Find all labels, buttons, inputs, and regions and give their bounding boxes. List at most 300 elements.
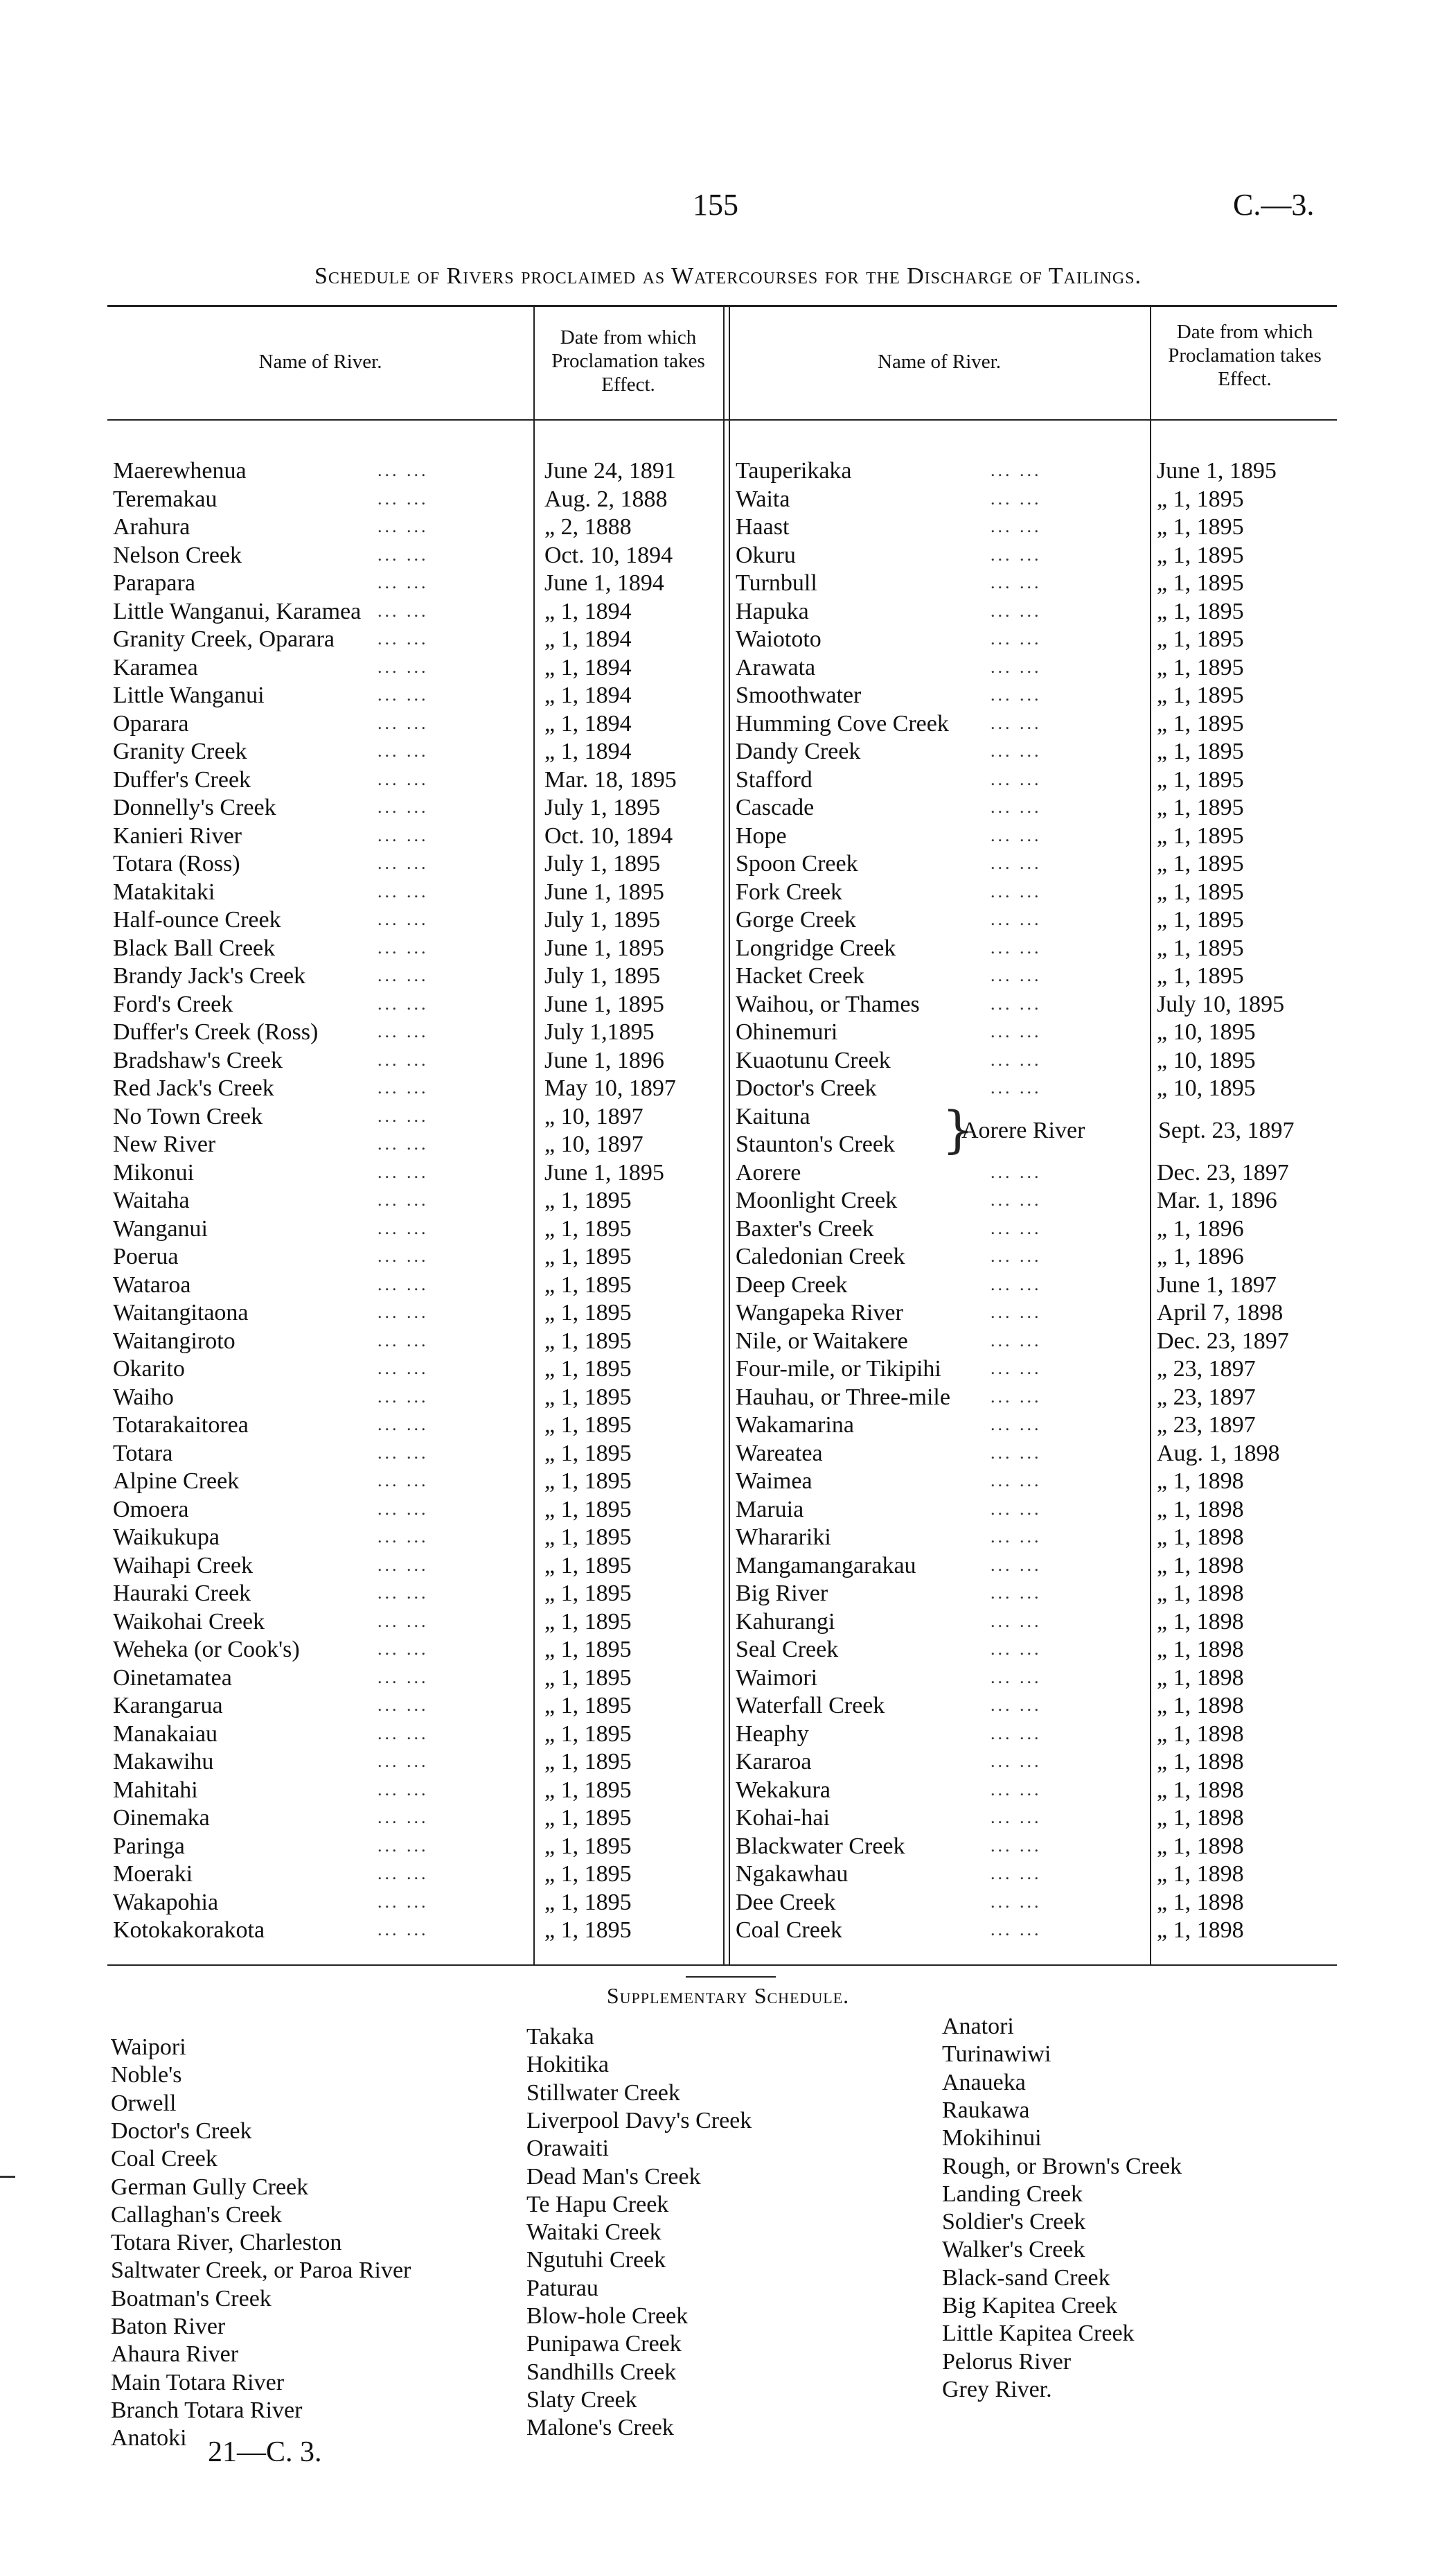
supplementary-river: Orawaiti [526,2136,609,2161]
river-name: Brandy Jack's Creek [113,963,306,989]
supplementary-river: Waipori [111,2034,186,2060]
supplementary-river: Doctor's Creek [111,2118,252,2144]
proclamation-date: „ 1, 1895 [544,1468,632,1494]
river-name: Moeraki [113,1861,193,1887]
leader-dots: ... ... [378,769,429,789]
leader-dots: ... ... [991,994,1042,1014]
proclamation-date: „ 23, 1897 [1157,1356,1256,1382]
supplementary-river: Slaty Creek [526,2387,637,2413]
header-name-left: Name of River. [258,351,382,373]
proclamation-date: „ 10, 1897 [544,1132,643,1157]
proclamation-date: „ 23, 1897 [1157,1384,1256,1410]
river-name: Stafford [736,767,813,793]
proclamation-date: June 1, 1895 [544,992,664,1017]
proclamation-date: „ 23, 1897 [1157,1412,1256,1438]
proclamation-date: June 1, 1895 [544,935,664,961]
proclamation-date: „ 1, 1895 [1157,626,1244,652]
proclamation-date: Aug. 1, 1898 [1157,1441,1280,1466]
leader-dots: ... ... [991,1358,1042,1378]
proclamation-date: „ 1, 1898 [1157,1805,1244,1831]
leader-dots: ... ... [378,489,429,509]
leader-dots: ... ... [991,1667,1042,1687]
leader-dots: ... ... [378,545,429,565]
river-name: Poerua [113,1244,179,1269]
proclamation-date: July 1,1895 [544,1019,655,1045]
river-name: Paringa [113,1833,185,1859]
proclamation-date: „ 10, 1897 [544,1104,643,1129]
river-name: Maruia [736,1497,804,1522]
proclamation-date: „ 1, 1895 [1157,514,1244,540]
proclamation-date: „ 1, 1898 [1157,1468,1244,1494]
supplementary-river: Noble's [111,2062,182,2088]
river-name: Duffer's Creek (Ross) [113,1019,319,1045]
river-name: Little Wanganui, Karamea [113,599,362,624]
leader-dots: ... ... [991,1583,1042,1603]
proclamation-date: „ 1, 1895 [1157,767,1244,793]
proclamation-date: „ 1, 1895 [1157,907,1244,933]
river-name: Gorge Creek [736,907,857,933]
leader-dots: ... ... [991,685,1042,705]
proclamation-date: „ 1, 1898 [1157,1777,1244,1803]
river-name: Wataroa [113,1272,191,1298]
proclamation-date: „ 1, 1894 [544,683,632,708]
supplementary-river: German Gully Creek [111,2174,309,2200]
leader-dots: ... ... [991,1218,1042,1238]
proclamation-date: „ 1, 1898 [1157,1497,1244,1522]
river-name: Ohinemuri [736,1019,838,1045]
river-name: Hauhau, or Three-mile [736,1384,950,1410]
proclamation-date: „ 1, 1895 [544,1637,632,1662]
leader-dots: ... ... [378,657,429,677]
leader-dots: ... ... [991,909,1042,929]
leader-dots: ... ... [991,769,1042,789]
leader-dots: ... ... [991,516,1042,536]
river-name: Totara (Ross) [113,851,240,877]
river-name: Hapuka [736,599,809,624]
river-name: Nile, or Waitakere [736,1328,908,1354]
leader-dots: ... ... [378,1021,429,1041]
header-name-right: Name of River. [878,351,1001,373]
river-name: Wharariki [736,1524,831,1550]
river-name: Waihou, or Thames [736,992,920,1017]
leader-dots: ... ... [991,1919,1042,1939]
supplementary-river: Hokitika [526,2052,609,2077]
proclamation-date: „ 1, 1895 [544,1441,632,1466]
proclamation-date: „ 1, 1898 [1157,1749,1244,1775]
leader-dots: ... ... [991,1723,1042,1743]
river-name: Spoon Creek [736,851,858,877]
river-name: Half-ounce Creek [113,907,281,933]
river-name: Parapara [113,570,195,596]
river-name: Oinetamatea [113,1665,232,1691]
proclamation-date: „ 1, 1895 [1157,543,1244,568]
leader-dots: ... ... [378,1611,429,1631]
aorere-group-label: Aorere River [961,1118,1085,1143]
river-name: Bradshaw's Creek [113,1048,283,1073]
proclamation-date: June 1, 1894 [544,570,664,596]
proclamation-date: „ 1, 1895 [1157,683,1244,708]
proclamation-date: „ 1, 1894 [544,655,632,680]
leader-dots: ... ... [378,1246,429,1266]
leader-dots: ... ... [378,1583,429,1603]
river-name: Tauperikaka [736,458,852,484]
leader-dots: ... ... [991,1021,1042,1041]
leader-dots: ... ... [378,994,429,1014]
document-reference: C.—3. [1233,188,1315,222]
proclamation-date: Dec. 23, 1897 [1157,1328,1289,1354]
supplementary-river: Landing Creek [942,2181,1083,2207]
leader-dots: ... ... [991,1162,1042,1182]
river-name: Ford's Creek [113,992,233,1017]
river-name: Longridge Creek [736,935,896,961]
proclamation-date: „ 10, 1895 [1157,1019,1256,1045]
proclamation-date: „ 1, 1896 [1157,1216,1244,1242]
proclamation-date: „ 10, 1895 [1157,1048,1256,1073]
river-name: Wakamarina [736,1412,854,1438]
leader-dots: ... ... [991,545,1042,565]
leader-dots: ... ... [378,1414,429,1434]
column-divider-center-b [729,307,730,1964]
proclamation-date: „ 1, 1895 [1157,823,1244,849]
river-name: Maerewhenua [113,458,247,484]
river-name: Deep Creek [736,1272,848,1298]
river-name: Arahura [113,514,190,540]
proclamation-date: June 1, 1895 [544,879,664,905]
river-name: Wekakura [736,1777,831,1803]
river-name: Mangamangarakau [736,1553,916,1578]
leader-dots: ... ... [378,1667,429,1687]
supplementary-river: Waitaki Creek [526,2219,662,2245]
leader-dots: ... ... [991,1863,1042,1883]
supplementary-river: Mokihinui [942,2125,1042,2151]
proclamation-date: „ 1, 1894 [544,626,632,652]
river-name: Mahitahi [113,1777,198,1803]
leader-dots: ... ... [378,1892,429,1912]
proclamation-date: „ 10, 1895 [1157,1075,1256,1101]
river-name: Hope [736,823,787,849]
river-name: Kararoa [736,1749,812,1775]
leader-dots: ... ... [378,1639,429,1659]
leader-dots: ... ... [991,1330,1042,1350]
river-name: Hacket Creek [736,963,864,989]
leader-dots: ... ... [378,1106,429,1126]
leader-dots: ... ... [378,1050,429,1070]
proclamation-date: „ 1, 1895 [1157,935,1244,961]
proclamation-date: Dec. 23, 1897 [1157,1160,1289,1186]
leader-dots: ... ... [378,628,429,649]
leader-dots: ... ... [378,1330,429,1350]
supplementary-river: Anatori [942,2014,1014,2039]
proclamation-date: „ 1, 1895 [1157,963,1244,989]
supplementary-river: Raukawa [942,2097,1030,2123]
proclamation-date: „ 1, 1895 [544,1497,632,1522]
leader-dots: ... ... [378,1443,429,1463]
proclamation-date: July 10, 1895 [1157,992,1285,1017]
leader-dots: ... ... [991,1555,1042,1575]
supplementary-river: Branch Totara River [111,2397,303,2423]
river-name: Okarito [113,1356,185,1382]
river-name: Kaituna [736,1104,810,1129]
supplementary-river: Punipawa Creek [526,2331,682,2357]
leader-dots: ... ... [378,1751,429,1771]
leader-dots: ... ... [991,713,1042,733]
leader-dots: ... ... [378,1919,429,1939]
supplementary-river: Baton River [111,2314,226,2339]
supplementary-river: Turinawiwi [942,2041,1051,2067]
river-name: Oinemaka [113,1805,210,1831]
leader-dots: ... ... [991,657,1042,677]
proclamation-date: Oct. 10, 1894 [544,543,673,568]
proclamation-date: June 1, 1895 [1157,458,1277,484]
river-name: Seal Creek [736,1637,839,1662]
river-name: Wanganui [113,1216,208,1242]
river-name: Manakaiau [113,1721,218,1747]
supplementary-river: Ahaura River [111,2341,239,2367]
proclamation-date: Mar. 18, 1895 [544,767,677,793]
river-name: Granity Creek, Oparara [113,626,335,652]
leader-dots: ... ... [991,1302,1042,1322]
header-date-left: Date from which Proclamation takes Effect. [551,326,705,396]
river-name: Totara [113,1441,173,1466]
leader-dots: ... ... [378,1162,429,1182]
header-date-right: Date from which Proclamation takes Effect. [1168,321,1322,390]
river-name: Hauraki Creek [113,1581,251,1606]
proclamation-date: „ 1, 1898 [1157,1693,1244,1718]
river-name: Granity Creek [113,739,247,764]
leader-dots: ... ... [378,460,429,480]
river-name: Waiototo [736,626,822,652]
leader-dots: ... ... [378,825,429,845]
leader-dots: ... ... [991,1190,1042,1210]
leader-dots: ... ... [991,572,1042,592]
supplementary-river: Main Totara River [111,2370,285,2395]
proclamation-date: „ 1, 1895 [544,1917,632,1943]
proclamation-date: „ 1, 1895 [544,1244,632,1269]
leader-dots: ... ... [378,572,429,592]
proclamation-date: June 1, 1895 [544,1160,664,1186]
river-name: Humming Cove Creek [736,711,949,737]
leader-dots: ... ... [991,1077,1042,1098]
river-name: Staunton's Creek [736,1132,895,1157]
river-name: Heaphy [736,1721,809,1747]
supplementary-river: Walker's Creek [942,2237,1085,2262]
supplementary-river: Saltwater Creek, or Paroa River [111,2257,411,2283]
river-name: Totarakaitorea [113,1412,249,1438]
river-name: Kahurangi [736,1609,835,1635]
proclamation-date: „ 1, 1895 [544,1384,632,1410]
river-name: Baxter's Creek [736,1216,874,1242]
river-name: Wareatea [736,1441,823,1466]
column-divider-center-a [723,307,725,1964]
proclamation-date: „ 1, 1895 [544,1328,632,1354]
proclamation-date: „ 1, 1895 [544,1777,632,1803]
proclamation-date: „ 1, 1895 [544,1805,632,1831]
river-name: Wangapeka River [736,1300,903,1326]
proclamation-date: „ 1, 1898 [1157,1553,1244,1578]
proclamation-date: „ 1, 1898 [1157,1665,1244,1691]
leader-dots: ... ... [991,825,1042,845]
leader-dots: ... ... [378,1190,429,1210]
proclamation-date: „ 1, 1895 [1157,599,1244,624]
margin-mark [0,2176,15,2178]
proclamation-date: „ 1, 1898 [1157,1861,1244,1887]
supplementary-river: Takaka [526,2024,594,2050]
proclamation-date: „ 1, 1895 [544,1216,632,1242]
river-name: Haast [736,514,790,540]
proclamation-date: June 1, 1896 [544,1048,664,1073]
leader-dots: ... ... [991,489,1042,509]
proclamation-date: „ 1, 1894 [544,739,632,764]
supplementary-river: Anaueka [942,2070,1026,2095]
table-bottom-rule [107,1964,1337,1966]
leader-dots: ... ... [378,1387,429,1407]
supplementary-river: Big Kapitea Creek [942,2293,1118,2318]
leader-dots: ... ... [991,460,1042,480]
leader-dots: ... ... [378,1470,429,1490]
river-name: Karamea [113,655,198,680]
leader-dots: ... ... [378,1695,429,1715]
leader-dots: ... ... [991,601,1042,621]
leader-dots: ... ... [378,1134,429,1154]
proclamation-date: „ 1, 1895 [544,1609,632,1635]
leader-dots: ... ... [378,1836,429,1856]
river-name: Ngakawhau [736,1861,849,1887]
river-name: Red Jack's Creek [113,1075,274,1101]
supplementary-river: Stillwater Creek [526,2080,680,2106]
leader-dots: ... ... [991,965,1042,985]
river-name: Waita [736,486,790,512]
leader-dots: ... ... [991,1499,1042,1519]
river-name: Waikukupa [113,1524,220,1550]
river-name: Omoera [113,1497,189,1522]
river-name: Aorere [736,1160,801,1186]
supplementary-river: Orwell [111,2091,177,2116]
proclamation-date: April 7, 1898 [1157,1300,1284,1326]
supplementary-river: Totara River, Charleston [111,2230,342,2255]
river-name: Doctor's Creek [736,1075,877,1101]
supplementary-river: Liverpool Davy's Creek [526,2108,752,2133]
proclamation-date: „ 1, 1895 [544,1300,632,1326]
leader-dots: ... ... [378,881,429,901]
leader-dots: ... ... [378,685,429,705]
river-name: Karangarua [113,1693,223,1718]
leader-dots: ... ... [378,516,429,536]
proclamation-date: July 1, 1895 [544,795,661,820]
river-name: Donnelly's Creek [113,795,276,820]
page-number: 155 [693,188,738,222]
river-name: Nelson Creek [113,543,242,568]
supplementary-river: Boatman's Creek [111,2286,272,2312]
column-divider-left-date [533,307,535,1964]
river-name: Mikonui [113,1160,195,1186]
supplementary-river: Grey River. [942,2377,1052,2402]
supplementary-separator [686,1976,776,1978]
leader-dots: ... ... [991,628,1042,649]
river-name: Dandy Creek [736,739,861,764]
river-name: Duffer's Creek [113,767,251,793]
river-name: Cascade [736,795,815,820]
proclamation-date: Aug. 2, 1888 [544,486,668,512]
river-name: Moonlight Creek [736,1188,898,1213]
proclamation-date: „ 1, 1898 [1157,1721,1244,1747]
leader-dots: ... ... [991,938,1042,958]
leader-dots: ... ... [991,1639,1042,1659]
proclamation-date: „ 1, 1895 [1157,711,1244,737]
river-name: Waimori [736,1665,818,1691]
river-name: Wakapohia [113,1890,219,1915]
river-name: Waimea [736,1468,813,1494]
proclamation-date: „ 1, 1895 [1157,879,1244,905]
leader-dots: ... ... [991,1526,1042,1547]
leader-dots: ... ... [991,1836,1042,1856]
proclamation-date: Oct. 10, 1894 [544,823,673,849]
river-name: Dee Creek [736,1890,836,1915]
leader-dots: ... ... [378,1499,429,1519]
leader-dots: ... ... [991,1611,1042,1631]
leader-dots: ... ... [378,1779,429,1799]
proclamation-date: „ 1, 1895 [1157,851,1244,877]
leader-dots: ... ... [378,1218,429,1238]
supplementary-river: Ngutuhi Creek [526,2247,666,2273]
leader-dots: ... ... [991,853,1042,873]
river-name: Coal Creek [736,1917,842,1943]
proclamation-date: June 1, 1897 [1157,1272,1277,1298]
supplementary-river: Pelorus River [942,2349,1072,2375]
leader-dots: ... ... [378,1863,429,1883]
supplementary-river: Paturau [526,2276,598,2301]
river-name: Caledonian Creek [736,1244,905,1269]
supplementary-river: Anatoki [111,2425,187,2451]
leader-dots: ... ... [991,741,1042,761]
proclamation-date: „ 1, 1895 [544,1524,632,1550]
supplementary-river: Malone's Creek [526,2415,674,2440]
river-name: Weheka (or Cook's) [113,1637,300,1662]
leader-dots: ... ... [378,909,429,929]
river-name: Waitangiroto [113,1328,236,1354]
schedule-title: Schedule of Rivers proclaimed as Watercourses for the Discharge of Tailings. [314,263,1142,289]
leader-dots: ... ... [378,1723,429,1743]
river-name: New River [113,1132,216,1157]
supplementary-river: Rough, or Brown's Creek [942,2154,1182,2179]
leader-dots: ... ... [991,1274,1042,1294]
river-name: Kuaotunu Creek [736,1048,891,1073]
river-name: Kanieri River [113,823,242,849]
aorere-group-date: Sept. 23, 1897 [1158,1118,1295,1143]
proclamation-date: „ 1, 1895 [544,1581,632,1606]
leader-dots: ... ... [991,1050,1042,1070]
river-name: Okuru [736,543,796,568]
leader-dots: ... ... [378,1807,429,1827]
proclamation-date: July 1, 1895 [544,851,661,877]
aorere-brace: } [942,1100,974,1159]
river-name: Waitangitaona [113,1300,249,1326]
river-name: Waihapi Creek [113,1553,254,1578]
leader-dots: ... ... [991,881,1042,901]
leader-dots: ... ... [378,601,429,621]
leader-dots: ... ... [991,1246,1042,1266]
footer-reference: 21—C. 3. [208,2436,322,2468]
proclamation-date: „ 1, 1895 [544,1553,632,1578]
proclamation-date: May 10, 1897 [544,1075,676,1101]
river-name: Big River [736,1581,828,1606]
proclamation-date: „ 1, 1895 [544,1356,632,1382]
proclamation-date: „ 1, 1895 [544,1665,632,1691]
river-name: Fork Creek [736,879,842,905]
leader-dots: ... ... [378,938,429,958]
proclamation-date: „ 1, 1894 [544,711,632,737]
proclamation-date: „ 1, 1895 [544,1412,632,1438]
supplementary-title: Supplementary Schedule. [606,1983,850,2008]
